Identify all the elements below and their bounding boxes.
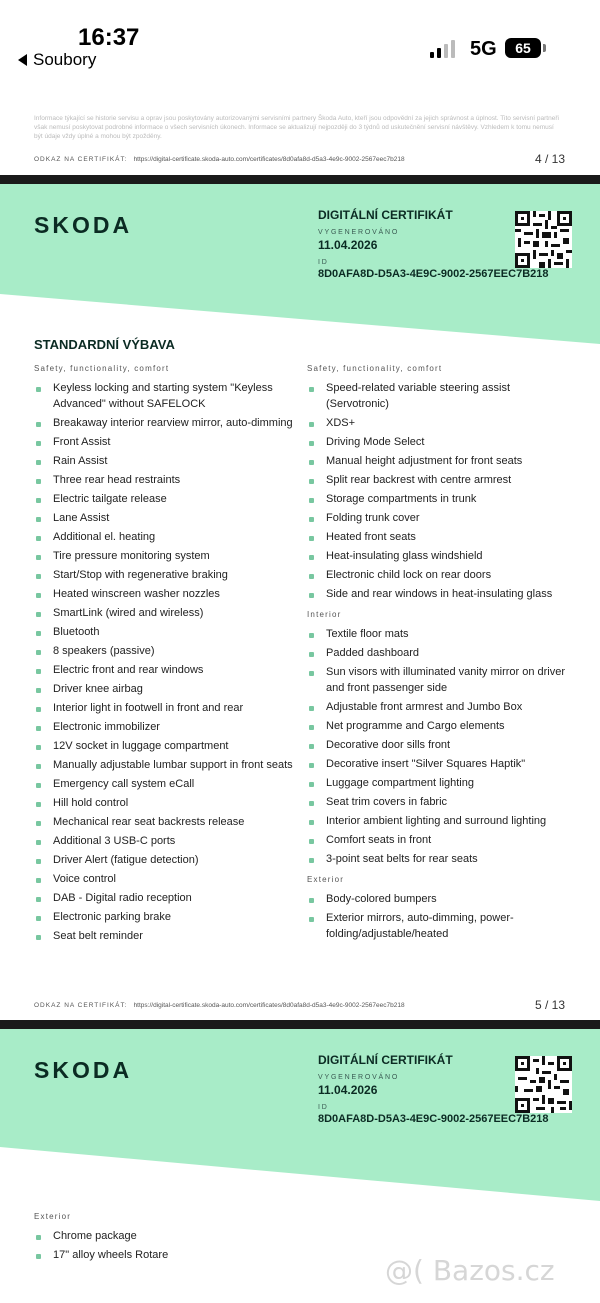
list-item: Keyless locking and starting system "Keyless Advanced" without SAFELOCK <box>34 380 296 412</box>
section-title: STANDARDNÍ VÝBAVA <box>34 337 175 352</box>
battery-icon: 65 <box>505 38 541 58</box>
generated-date: 11.04.2026 <box>318 1083 378 1097</box>
generated-label: VYGENEROVÁNO <box>318 1074 400 1081</box>
back-button[interactable] <box>18 50 96 70</box>
network-type: 5G <box>470 38 497 60</box>
list-item: Voice control <box>34 871 296 887</box>
status-bar <box>0 0 600 80</box>
list-item: Chrome package <box>34 1228 296 1244</box>
back-label: Soubory <box>33 50 97 69</box>
right-column <box>307 364 569 945</box>
bazos-watermark: @( Bazos.cz <box>385 1254 555 1287</box>
generated-label: VYGENEROVÁNO <box>318 229 400 236</box>
list-item: Storage compartments in trunk <box>307 491 569 507</box>
battery-tip-icon <box>543 44 546 52</box>
list-item: Seat trim covers in fabric <box>307 794 569 810</box>
list-item: Manually adjustable lumbar support in front seats <box>34 757 296 773</box>
cert-id: 8D0AFA8D-D5A3-4E9C-9002-2567EEC7B218 <box>318 1113 549 1125</box>
list-item: Driver knee airbag <box>34 681 296 697</box>
list-item: Heated front seats <box>307 529 569 545</box>
certificate-link[interactable] <box>34 1002 405 1009</box>
list-item: Hill hold control <box>34 795 296 811</box>
list-item: Three rear head restraints <box>34 472 296 488</box>
list-item: Electronic immobilizer <box>34 719 296 735</box>
legal-text: Informace týkající se historie servisu a oprav jsou poskytovány autorizovanými servisními partnery Škoda Auto, kteří jsou odpovědní za jejich správnost a úplnost. Tito servisní partneři však nemusí poskytovat podrobné informace o všech servisních úkonech. Informace se aktualizují nejpozději do 3 týdnů od uskutečnění servisní návštěvy. Vzhledem k tomu nemusí být údaje vždy úplné a mohou být zpožděny. <box>34 115 559 140</box>
id-label: ID <box>318 259 329 266</box>
equipment-list <box>34 1228 296 1263</box>
category-label: Interior <box>307 610 342 619</box>
page-5 <box>0 184 600 1020</box>
list-item: Interior light in footwell in front and rear <box>34 700 296 716</box>
list-item: XDS+ <box>307 415 569 431</box>
id-label: ID <box>318 1104 329 1111</box>
certificate-link[interactable] <box>34 156 405 163</box>
list-item: Exterior mirrors, auto-dimming, power-folding/adjustable/heated <box>307 910 569 942</box>
category-label: Exterior <box>307 875 345 884</box>
list-item: Split rear backrest with centre armrest <box>307 472 569 488</box>
page-gap <box>0 175 600 184</box>
list-item: Padded dashboard <box>307 645 569 661</box>
page-gap <box>0 1020 600 1029</box>
cert-id: 8D0AFA8D-D5A3-4E9C-9002-2567EEC7B218 <box>318 268 549 280</box>
page-number: 5 / 13 <box>534 998 565 1012</box>
left-column <box>34 364 296 947</box>
equipment-list <box>307 891 569 942</box>
list-item: Breakaway interior rearview mirror, auto-dimming <box>34 415 296 431</box>
list-item: Start/Stop with regenerative braking <box>34 567 296 583</box>
list-item: Sun visors with illuminated vanity mirror on driver and front passenger side <box>307 664 569 696</box>
list-item: Net programme and Cargo elements <box>307 718 569 734</box>
footer-label: ODKAZ NA CERTIFIKÁT: <box>34 1002 128 1009</box>
cert-title: DIGITÁLNÍ CERTIFIKÁT <box>318 208 453 222</box>
list-item: Driver Alert (fatigue detection) <box>34 852 296 868</box>
clock: 16:37 <box>78 24 140 51</box>
list-item: Electronic parking brake <box>34 909 296 925</box>
list-item: Manual height adjustment for front seats <box>307 453 569 469</box>
list-item: Luggage compartment lighting <box>307 775 569 791</box>
category-label: Safety, functionality, comfort <box>34 364 170 373</box>
equipment-list <box>307 380 569 602</box>
list-item: Additional 3 USB-C ports <box>34 833 296 849</box>
skoda-logo: SKODA <box>34 1057 133 1083</box>
list-item: Bluetooth <box>34 624 296 640</box>
list-item: 12V socket in luggage compartment <box>34 738 296 754</box>
list-item: Tire pressure monitoring system <box>34 548 296 564</box>
list-item: Side and rear windows in heat-insulating glass <box>307 586 569 602</box>
list-item: 8 speakers (passive) <box>34 643 296 659</box>
footer-url[interactable]: https://digital-certificate.skoda-auto.com/certificates/8d0afa8d-d5a3-4e9c-9002-2567eec7b218 <box>133 1002 405 1009</box>
list-item: Seat belt reminder <box>34 928 296 944</box>
list-item: 3-point seat belts for rear seats <box>307 851 569 867</box>
list-item: 17" alloy wheels Rotare <box>34 1247 296 1263</box>
footer-url[interactable]: https://digital-certificate.skoda-auto.com/certificates/8d0afa8d-d5a3-4e9c-9002-2567eec7b218 <box>133 156 405 163</box>
list-item: Heated winscreen washer nozzles <box>34 586 296 602</box>
list-item: Lane Assist <box>34 510 296 526</box>
skoda-logo: SKODA <box>34 212 133 238</box>
generated-date: 11.04.2026 <box>318 238 378 252</box>
equipment-list <box>307 626 569 867</box>
cert-title: DIGITÁLNÍ CERTIFIKÁT <box>318 1053 453 1067</box>
page-number: 4 / 13 <box>534 152 565 166</box>
qr-code-icon <box>515 1056 572 1113</box>
list-item: Interior ambient lighting and surround lighting <box>307 813 569 829</box>
category-label: Safety, functionality, comfort <box>307 364 443 373</box>
qr-code-icon <box>515 211 572 268</box>
list-item: Comfort seats in front <box>307 832 569 848</box>
list-item: Speed-related variable steering assist (Servotronic) <box>307 380 569 412</box>
list-item: Folding trunk cover <box>307 510 569 526</box>
list-item: Body-colored bumpers <box>307 891 569 907</box>
list-item: Heat-insulating glass windshield <box>307 548 569 564</box>
signal-icon <box>430 40 455 58</box>
list-item: Additional el. heating <box>34 529 296 545</box>
list-item: Driving Mode Select <box>307 434 569 450</box>
list-item: Decorative insert "Silver Squares Haptik" <box>307 756 569 772</box>
category-label: Exterior <box>34 1212 72 1221</box>
page6-column <box>34 1212 296 1266</box>
list-item: Electric tailgate release <box>34 491 296 507</box>
list-item: Electronic child lock on rear doors <box>307 567 569 583</box>
list-item: Textile floor mats <box>307 626 569 642</box>
page-4-fragment <box>0 80 600 175</box>
list-item: Decorative door sills front <box>307 737 569 753</box>
back-arrow-icon <box>18 54 27 66</box>
list-item: Electric front and rear windows <box>34 662 296 678</box>
list-item: SmartLink (wired and wireless) <box>34 605 296 621</box>
list-item: Front Assist <box>34 434 296 450</box>
cert-info <box>318 208 549 280</box>
list-item: Adjustable front armrest and Jumbo Box <box>307 699 569 715</box>
list-item: Mechanical rear seat backrests release <box>34 814 296 830</box>
equipment-list <box>34 380 296 944</box>
footer-label: ODKAZ NA CERTIFIKÁT: <box>34 156 128 163</box>
list-item: Rain Assist <box>34 453 296 469</box>
cert-info <box>318 1053 549 1125</box>
list-item: Emergency call system eCall <box>34 776 296 792</box>
list-item: DAB - Digital radio reception <box>34 890 296 906</box>
